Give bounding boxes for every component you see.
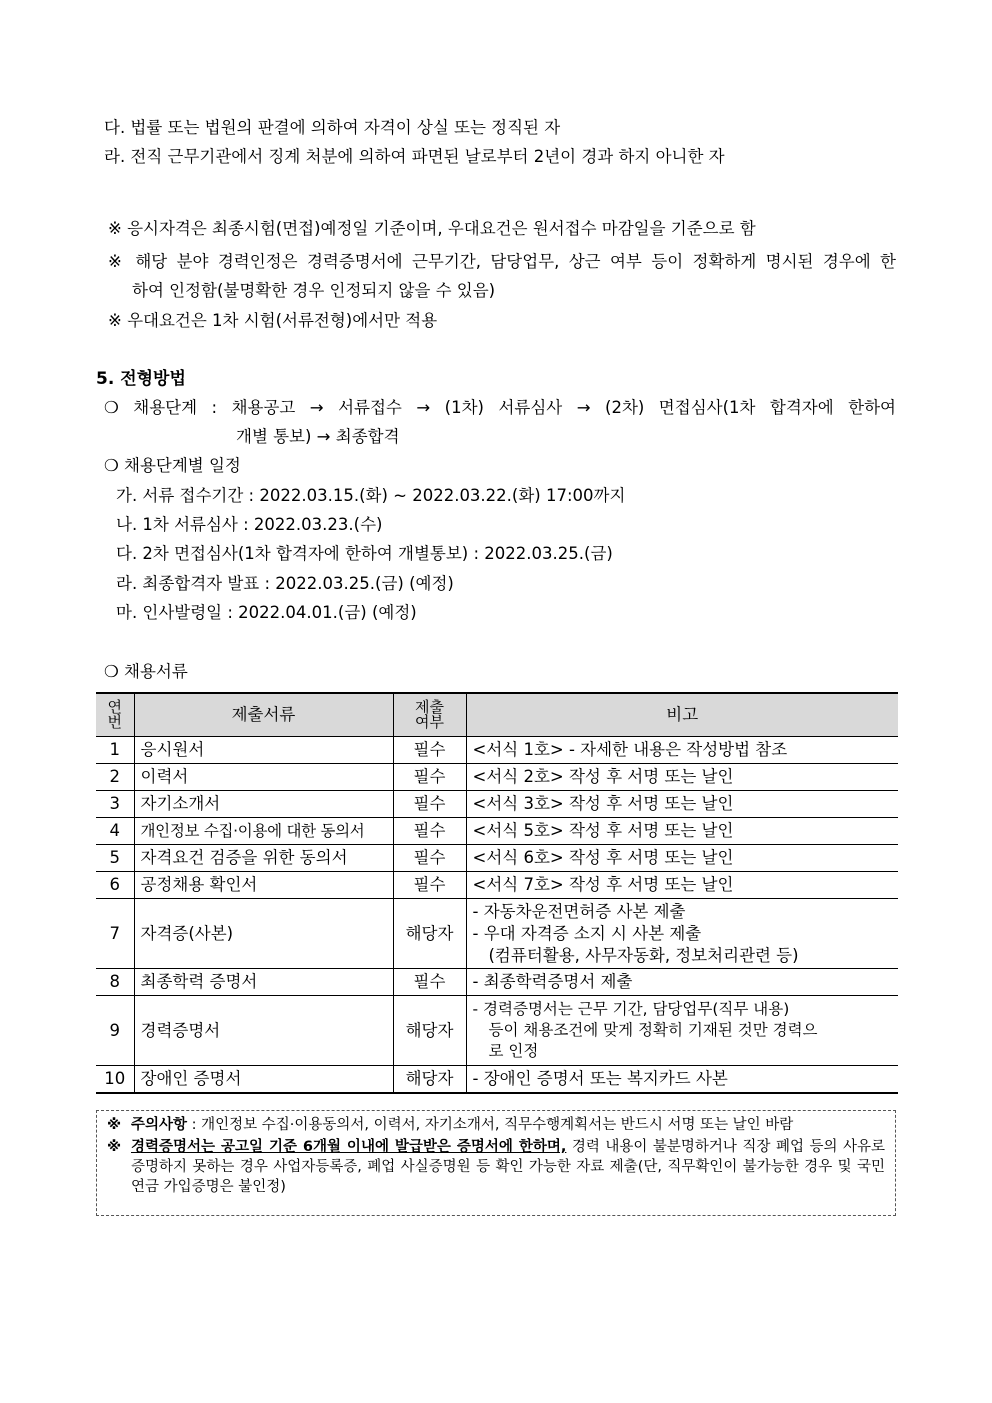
- row-document: 장애인 증명서: [134, 1066, 393, 1093]
- schedule-item-application: 가. 서류 접수기간 : 2022.03.15.(화) ~ 2022.03.22.(화) 17:00까지: [116, 486, 626, 505]
- row-number: 2: [96, 764, 134, 791]
- remark-eligibility-basis: ※ 응시자격은 최종시험(면접)예정일 기준이며, 우대요건은 원서접수 마감일을 기준으로 함: [108, 219, 756, 238]
- remark-preference-scope: ※ 우대요건은 1차 시험(서류전형)에서만 적용: [108, 311, 438, 330]
- row-note-line: 등이 채용조건에 맞게 정확히 기재된 것만 경력으: [488, 1021, 818, 1039]
- table-row: [96, 764, 898, 791]
- header-required-top: 제출: [415, 698, 444, 716]
- remark-career-recognition-cont: 하여 인정함(불명확한 경우 인정되지 않을 수 있음): [132, 281, 496, 300]
- row-document: 응시원서: [134, 737, 393, 764]
- hiring-stages: ❍ 채용단계 : 채용공고 → 서류접수 → (1차) 서류심사 → (2차) 면접심사(1차 합격자에 한하여: [104, 398, 896, 417]
- table-row: [96, 872, 898, 899]
- caution-note-body: : 개인정보 수집·이용동의서, 이력서, 자기소개서, 직무수행계획서는 반드시 서명 또는 날인 바람: [191, 1117, 794, 1133]
- career-note-text: [131, 1137, 885, 1197]
- row-number: 7: [96, 899, 134, 969]
- row-number: 3: [96, 791, 134, 818]
- row-required: 해당자: [393, 996, 466, 1066]
- hiring-stages-cont: 개별 통보) → 최종합격: [236, 427, 400, 446]
- row-note: <서식 1호> - 자세한 내용은 작성방법 참조: [466, 737, 898, 764]
- row-note-line: - 우대 자격증 소지 시 사본 제출: [472, 923, 702, 943]
- row-note: - 최종학력증명서 제출: [466, 969, 898, 996]
- row-note: [466, 899, 898, 969]
- row-required: 해당자: [393, 1066, 466, 1093]
- disqualification-da: 다. 법률 또는 법원의 판결에 의하여 자격이 상실 또는 정직된 자: [104, 118, 561, 137]
- table-row: [96, 996, 898, 1066]
- schedule-item-interview: 다. 2차 면접심사(1차 합격자에 한하여 개별통보) : 2022.03.25.(금): [116, 544, 613, 563]
- caution-note-text: [131, 1115, 885, 1135]
- row-required: 필수: [393, 737, 466, 764]
- row-document: 개인정보 수집·이용에 대한 동의서: [134, 818, 393, 845]
- row-required: 필수: [393, 872, 466, 899]
- table-row: [96, 1066, 898, 1093]
- row-note-line: (컴퓨터활용, 사무자동화, 정보처리관련 등): [488, 945, 799, 965]
- row-note: [466, 996, 898, 1066]
- schedule-item-final-announcement: 라. 최종합격자 발표 : 2022.03.25.(금) (예정): [116, 574, 454, 593]
- required-documents-table: [96, 692, 898, 1094]
- row-note-line: - 경력증명서는 근무 기간, 담당업무(직무 내용): [472, 1000, 790, 1018]
- schedule-title: ❍ 채용단계별 일정: [104, 456, 241, 475]
- schedule-item-document-review: 나. 1차 서류심사 : 2022.03.23.(수): [116, 515, 383, 534]
- row-note: <서식 3호> 작성 후 서명 또는 날인: [466, 791, 898, 818]
- caution-note-label: 주의사항: [131, 1117, 188, 1133]
- section-title-selection-method: 5. 전형방법: [96, 369, 186, 389]
- header-document: 제출서류: [134, 693, 393, 737]
- row-required: 필수: [393, 845, 466, 872]
- row-required: 필수: [393, 818, 466, 845]
- row-document: 자기소개서: [134, 791, 393, 818]
- disqualification-ra: 라. 전직 근무기관에서 징계 처분에 의하여 파면된 날로부터 2년이 경과 하지 아니한 자: [104, 147, 725, 166]
- table-row: [96, 737, 898, 764]
- row-note: <서식 7호> 작성 후 서명 또는 날인: [466, 872, 898, 899]
- table-header-row: [96, 693, 898, 737]
- row-document: 자격증(사본): [134, 899, 393, 969]
- row-required: 필수: [393, 791, 466, 818]
- table-row: [96, 969, 898, 996]
- header-required-bottom: 여부: [415, 713, 444, 731]
- caution-note-signature: [107, 1115, 885, 1135]
- table-row: [96, 899, 898, 969]
- header-required: [393, 693, 466, 737]
- row-note: <서식 5호> 작성 후 서명 또는 날인: [466, 818, 898, 845]
- header-number: [96, 693, 134, 737]
- row-required: 필수: [393, 969, 466, 996]
- header-note: 비고: [466, 693, 898, 737]
- row-note: <서식 6호> 작성 후 서명 또는 날인: [466, 845, 898, 872]
- caution-notes-box: [96, 1110, 896, 1216]
- table-row: [96, 818, 898, 845]
- row-document: 공정채용 확인서: [134, 872, 393, 899]
- row-number: 10: [96, 1066, 134, 1093]
- row-required: 해당자: [393, 899, 466, 969]
- row-note-line: 로 인정: [488, 1042, 539, 1060]
- remark-career-recognition: ※ 해당 분야 경력인정은 경력증명서에 근무기간, 담당업무, 상근 여부 등이 정확하게 명시된 경우에 한: [108, 252, 896, 271]
- row-number: 1: [96, 737, 134, 764]
- row-required: 필수: [393, 764, 466, 791]
- row-number: 5: [96, 845, 134, 872]
- row-note: - 장애인 증명서 또는 복지카드 사본: [466, 1066, 898, 1093]
- header-number-bottom: 번: [107, 713, 122, 731]
- header-number-top: 연: [107, 698, 122, 716]
- career-note-emphasis: 경력증명서는 공고일 기준 6개월 이내에 발급받은 증명서에 한하며,: [131, 1139, 567, 1155]
- row-document: 이력서: [134, 764, 393, 791]
- row-number: 4: [96, 818, 134, 845]
- row-number: 9: [96, 996, 134, 1066]
- table-row: [96, 845, 898, 872]
- row-note: <서식 2호> 작성 후 서명 또는 날인: [466, 764, 898, 791]
- career-note-body: 경력 내용이 불분명하거나 직장 폐업 등의 사유로 증명하지 못하는 경우 사업자등록증, 폐업 사실증명원 등 확인 가능한 자료 제출(단, 직무확인이 불가능한 경우 및 국민연금 가입증명은 불인정): [131, 1139, 885, 1195]
- row-document: 경력증명서: [134, 996, 393, 1066]
- reference-mark-icon: ※: [107, 1117, 122, 1133]
- row-document: 자격요건 검증을 위한 동의서: [134, 845, 393, 872]
- caution-note-career-certificate: [107, 1137, 885, 1197]
- table-row: [96, 791, 898, 818]
- documents-title: ❍ 채용서류: [104, 662, 188, 681]
- reference-mark-icon: ※: [107, 1139, 122, 1155]
- row-number: 6: [96, 872, 134, 899]
- schedule-item-appointment: 마. 인사발령일 : 2022.04.01.(금) (예정): [116, 603, 417, 622]
- row-note-line: - 자동차운전면허증 사본 제출: [472, 901, 686, 921]
- row-document: 최종학력 증명서: [134, 969, 393, 996]
- row-number: 8: [96, 969, 134, 996]
